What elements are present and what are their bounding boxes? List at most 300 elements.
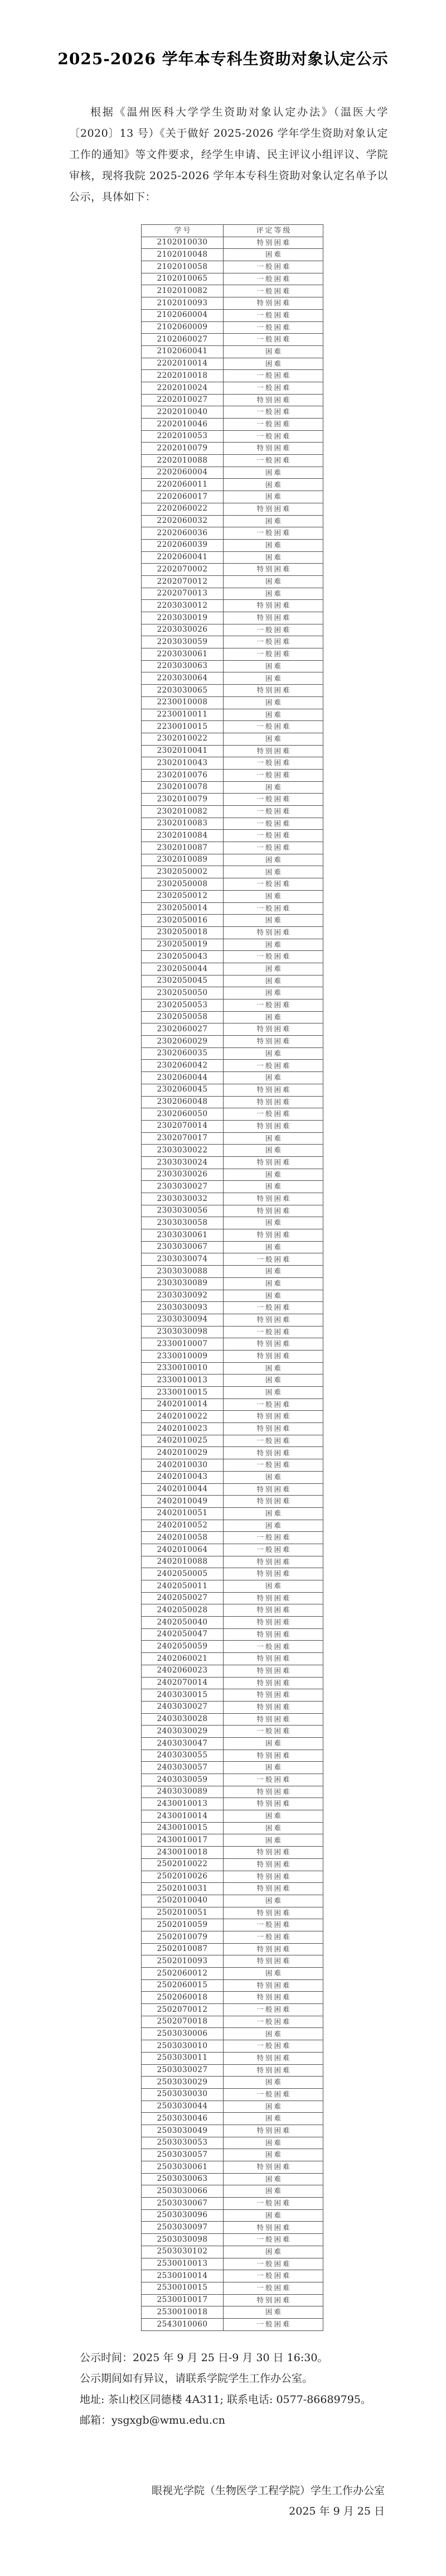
level-cell: 一般困难 [224, 2016, 323, 2028]
student-id-cell: 2302070017 [142, 1132, 224, 1145]
table-row [142, 806, 323, 818]
table-row [142, 1447, 323, 1459]
student-id-cell: 2203030065 [142, 685, 224, 697]
student-id-cell: 2302050008 [142, 878, 224, 891]
student-id-cell: 2502070012 [142, 2004, 224, 2016]
level-cell: 困难 [224, 2209, 323, 2222]
table-row [142, 358, 323, 370]
student-id-cell: 2502010093 [142, 1955, 224, 1968]
table-row [142, 1290, 323, 1302]
student-id-cell: 2503030063 [142, 2173, 224, 2185]
table-row [142, 1145, 323, 1157]
level-cell: 一般困难 [224, 273, 323, 285]
student-id-cell: 2202060041 [142, 551, 224, 564]
table-row [142, 648, 323, 661]
student-id-cell: 2502010022 [142, 1858, 224, 1871]
student-id-cell: 2503030097 [142, 2222, 224, 2234]
level-cell: 特别困难 [224, 1979, 323, 1992]
student-id-cell: 2102060027 [142, 334, 224, 346]
table-row [142, 430, 323, 443]
student-id-cell: 2503030096 [142, 2209, 224, 2222]
student-id-cell: 2502010059 [142, 1919, 224, 1931]
level-cell: 困难 [224, 987, 323, 999]
level-cell: 特别困难 [224, 1617, 323, 1629]
level-cell: 一般困难 [224, 757, 323, 770]
student-id-cell: 2102060004 [142, 309, 224, 321]
table-row [142, 1532, 323, 1544]
table-row [142, 1943, 323, 1955]
level-cell: 困难 [224, 1968, 323, 1980]
student-id-cell: 2402010052 [142, 1520, 224, 1532]
table-row [142, 1822, 323, 1834]
level-cell: 困难 [224, 249, 323, 261]
student-id-cell: 2402010023 [142, 1423, 224, 1435]
level-cell: 困难 [224, 854, 323, 866]
table-row [142, 1992, 323, 2004]
level-cell: 特别困难 [224, 1096, 323, 1108]
level-cell: 困难 [224, 2137, 323, 2149]
table-row [142, 2077, 323, 2089]
table-row [142, 515, 323, 527]
table-row [142, 733, 323, 745]
table-row [142, 600, 323, 612]
table-row [142, 1047, 323, 1060]
level-cell: 特别困难 [224, 745, 323, 757]
table-row [142, 672, 323, 685]
student-id-cell: 2302050016 [142, 915, 224, 927]
table-row [142, 334, 323, 346]
level-cell: 特别困难 [224, 1786, 323, 1798]
table-row [142, 685, 323, 697]
student-id-cell: 2302050053 [142, 999, 224, 1012]
level-cell: 特别困难 [224, 685, 323, 697]
table-row [142, 2040, 323, 2053]
level-cell: 一般困难 [224, 2258, 323, 2270]
table-row [142, 2004, 323, 2016]
table-row [142, 2209, 323, 2222]
level-cell: 困难 [224, 588, 323, 600]
table-row [142, 1496, 323, 1508]
level-cell: 困难 [224, 1822, 323, 1834]
table-row [142, 1544, 323, 1556]
level-cell: 特别困难 [224, 1350, 323, 1362]
student-id-cell: 2302050002 [142, 866, 224, 878]
table-row [142, 345, 323, 358]
level-cell: 特别困难 [224, 1701, 323, 1713]
student-id-cell: 2303030092 [142, 1290, 224, 1302]
level-cell: 困难 [224, 2185, 323, 2198]
table-row [142, 1628, 323, 1641]
student-id-cell: 2302060035 [142, 1047, 224, 1060]
table-row [142, 2016, 323, 2028]
level-cell: 特别困难 [224, 2052, 323, 2064]
student-id-cell: 2202060011 [142, 479, 224, 491]
level-cell: 困难 [224, 660, 323, 672]
level-cell: 一般困难 [224, 419, 323, 431]
table-row [142, 1362, 323, 1374]
student-id-cell: 2202060004 [142, 467, 224, 479]
level-cell: 一般困难 [224, 806, 323, 818]
table-row [142, 1205, 323, 1217]
student-id-cell: 2202010079 [142, 443, 224, 455]
table-row [142, 926, 323, 939]
level-cell: 一般困难 [224, 636, 323, 648]
table-row [142, 915, 323, 927]
table-row [142, 1617, 323, 1629]
level-cell: 特别困难 [224, 1193, 323, 1205]
level-cell: 特别困难 [224, 503, 323, 515]
student-id-cell: 2202070012 [142, 575, 224, 588]
table-row [142, 273, 323, 285]
table-row [142, 757, 323, 770]
table-row [142, 297, 323, 310]
level-cell: 困难 [224, 2028, 323, 2040]
footer-notes [80, 2348, 388, 2431]
level-cell: 特别困难 [224, 612, 323, 624]
table-row [142, 1919, 323, 1931]
level-cell: 一般困难 [224, 794, 323, 806]
table-row [142, 1520, 323, 1532]
student-id-cell: 2402010025 [142, 1435, 224, 1447]
student-id-cell: 2202060017 [142, 491, 224, 503]
table-row [142, 382, 323, 394]
level-cell: 困难 [224, 539, 323, 551]
table-row [142, 455, 323, 467]
student-id-cell: 2403030047 [142, 1737, 224, 1750]
student-id-cell: 2303030024 [142, 1156, 224, 1169]
table-row [142, 1229, 323, 1242]
student-id-cell: 2102060009 [142, 321, 224, 334]
level-cell: 一般困难 [224, 648, 323, 661]
student-id-cell: 2230010015 [142, 721, 224, 733]
level-cell: 特别困难 [224, 1628, 323, 1641]
student-id-cell: 2502070018 [142, 2016, 224, 2028]
student-id-cell: 2503030029 [142, 2077, 224, 2089]
student-id-cell: 2330010010 [142, 1362, 224, 1374]
student-id-cell: 2402010058 [142, 1532, 224, 1544]
level-cell: 特别困难 [224, 1483, 323, 1496]
student-id-cell: 2503030027 [142, 2064, 224, 2077]
level-cell: 困难 [224, 1047, 323, 1060]
level-cell: 特别困难 [224, 600, 323, 612]
level-cell: 特别困难 [224, 1713, 323, 1726]
table-row [142, 539, 323, 551]
table-row [142, 1132, 323, 1145]
level-cell: 特别困难 [224, 1229, 323, 1242]
table-row [142, 419, 323, 431]
student-id-cell: 2202010088 [142, 455, 224, 467]
level-cell: 特别困难 [224, 1423, 323, 1435]
student-id-cell: 2203030012 [142, 600, 224, 612]
table-row [142, 309, 323, 321]
student-id-cell: 2503030067 [142, 2198, 224, 2210]
student-id-cell: 2402060021 [142, 1653, 224, 1665]
table-row [142, 1858, 323, 1871]
student-id-cell: 2302010082 [142, 806, 224, 818]
col-header-student-id: 学号 [142, 225, 224, 237]
student-id-cell: 2202010024 [142, 382, 224, 394]
table-row [142, 1277, 323, 1290]
student-id-cell: 2302010022 [142, 733, 224, 745]
level-cell: 一般困难 [224, 406, 323, 419]
level-cell: 特别困难 [224, 2222, 323, 2234]
student-id-cell: 2503030061 [142, 2161, 224, 2174]
level-cell: 一般困难 [224, 1108, 323, 1121]
table-row [142, 951, 323, 963]
student-id-cell: 2330010015 [142, 1387, 224, 1399]
level-cell: 困难 [224, 915, 323, 927]
level-cell: 一般困难 [224, 285, 323, 297]
address-phone-line: 地址: 茶山校区同德楼 4A311; 联系电话: 0577-86689795。 [80, 2393, 371, 2406]
table-row [142, 2125, 323, 2137]
level-cell: 困难 [224, 575, 323, 588]
table-row [142, 575, 323, 588]
level-cell: 一般困难 [224, 1459, 323, 1472]
level-cell: 一般困难 [224, 1774, 323, 1786]
table-row [142, 745, 323, 757]
signature-office: 眼视光学院（生物医学工程学院）学生工作办公室 [151, 2484, 385, 2497]
table-row [142, 1871, 323, 1883]
student-id-cell: 2530010014 [142, 2270, 224, 2282]
table-row [142, 370, 323, 382]
student-id-cell: 2303030027 [142, 1181, 224, 1193]
level-cell: 困难 [224, 2173, 323, 2185]
level-cell: 一般困难 [224, 2088, 323, 2101]
level-cell: 困难 [224, 1737, 323, 1750]
table-row [142, 1507, 323, 1520]
student-id-cell: 2202060036 [142, 527, 224, 540]
level-cell: 一般困难 [224, 382, 323, 394]
student-id-cell: 2303030022 [142, 1145, 224, 1157]
level-cell: 困难 [224, 2149, 323, 2161]
table-row [142, 1665, 323, 1677]
table-row [142, 1592, 323, 1604]
level-cell: 特别困难 [224, 1568, 323, 1580]
level-cell: 特别困难 [224, 1858, 323, 1871]
level-cell: 一般困难 [224, 1532, 323, 1544]
table-row [142, 999, 323, 1012]
level-cell: 一般困难 [224, 1326, 323, 1338]
table-row [142, 1726, 323, 1738]
table-row [142, 1737, 323, 1750]
level-cell: 一般困难 [224, 999, 323, 1012]
student-id-cell: 2402010030 [142, 1459, 224, 1472]
student-id-cell: 2303030067 [142, 1241, 224, 1253]
table-row [142, 709, 323, 721]
level-cell: 困难 [224, 1895, 323, 1907]
level-cell: 困难 [224, 491, 323, 503]
level-cell: 一般困难 [224, 1544, 323, 1556]
signature-date: 2025 年 9 月 25 日 [289, 2505, 385, 2518]
level-cell: 困难 [224, 1471, 323, 1483]
table-row [142, 1568, 323, 1580]
level-cell: 一般困难 [224, 1302, 323, 1314]
student-id-cell: 2502010026 [142, 1871, 224, 1883]
level-cell: 特别困难 [224, 237, 323, 249]
table-row [142, 1847, 323, 1859]
table-row [142, 1556, 323, 1568]
table-row [142, 1011, 323, 1023]
student-id-cell: 2503030010 [142, 2040, 224, 2053]
level-cell: 一般困难 [224, 2318, 323, 2330]
level-cell: 困难 [224, 1241, 323, 1253]
level-cell: 困难 [224, 963, 323, 975]
student-id-cell: 2503030102 [142, 2246, 224, 2258]
level-cell: 一般困难 [224, 1726, 323, 1738]
level-cell: 特别困难 [224, 1907, 323, 1919]
table-row [142, 1883, 323, 1895]
table-row [142, 1266, 323, 1278]
student-id-cell: 2530010013 [142, 2258, 224, 2270]
level-cell: 困难 [224, 1362, 323, 1374]
table-row [142, 491, 323, 503]
level-cell: 特别困难 [224, 1883, 323, 1895]
student-id-cell: 2430010015 [142, 1822, 224, 1834]
level-cell: 特别困难 [224, 1036, 323, 1048]
table-row [142, 1677, 323, 1689]
student-id-cell: 2503030057 [142, 2149, 224, 2161]
level-cell: 困难 [224, 1277, 323, 1290]
student-id-cell: 2302010079 [142, 794, 224, 806]
level-cell: 一般困难 [224, 878, 323, 891]
student-id-cell: 2203030019 [142, 612, 224, 624]
student-id-cell: 2402050047 [142, 1628, 224, 1641]
student-id-cell: 2503030011 [142, 2052, 224, 2064]
table-row [142, 1387, 323, 1399]
table-row [142, 394, 323, 406]
level-cell: 困难 [224, 939, 323, 951]
student-id-cell: 2203030063 [142, 660, 224, 672]
table-row [142, 1979, 323, 1992]
table-row [142, 1326, 323, 1338]
student-id-cell: 2330010013 [142, 1374, 224, 1387]
student-id-cell: 2303030093 [142, 1302, 224, 1314]
student-id-cell: 2543010060 [142, 2318, 224, 2330]
table-row [142, 963, 323, 975]
table-row [142, 2149, 323, 2161]
level-cell: 特别困难 [224, 1447, 323, 1459]
student-id-cell: 2302050043 [142, 951, 224, 963]
student-id-cell: 2302060045 [142, 1084, 224, 1096]
level-cell: 困难 [224, 2306, 323, 2319]
student-id-cell: 2102010093 [142, 297, 224, 310]
table-row [142, 1036, 323, 1048]
student-id-cell: 2330010007 [142, 1338, 224, 1351]
student-id-cell: 2403030027 [142, 1701, 224, 1713]
level-cell: 特别困难 [224, 1653, 323, 1665]
level-cell: 一般困难 [224, 902, 323, 915]
table-row [142, 830, 323, 842]
student-id-cell: 2202010027 [142, 394, 224, 406]
table-row [142, 1193, 323, 1205]
table-row [142, 636, 323, 648]
student-id-cell: 2330010009 [142, 1350, 224, 1362]
level-cell: 困难 [224, 1290, 323, 1302]
student-id-cell: 2430010014 [142, 1810, 224, 1823]
table-row [142, 1907, 323, 1919]
table-row [142, 1774, 323, 1786]
student-id-cell: 2302010076 [142, 769, 224, 781]
level-cell: 困难 [224, 1181, 323, 1193]
table-row [142, 551, 323, 564]
level-cell: 困难 [224, 1507, 323, 1520]
student-id-cell: 2202010053 [142, 430, 224, 443]
level-cell: 特别困难 [224, 1677, 323, 1689]
level-cell: 困难 [224, 358, 323, 370]
student-id-cell: 2402010049 [142, 1496, 224, 1508]
student-id-cell: 2302050058 [142, 1011, 224, 1023]
level-cell: 一般困难 [224, 455, 323, 467]
table-row [142, 1253, 323, 1266]
email-line: 邮箱：ysgxgb@wmu.edu.cn [80, 2414, 225, 2427]
table-row [142, 2270, 323, 2282]
student-id-cell: 2402010029 [142, 1447, 224, 1459]
student-id-cell: 2302010087 [142, 842, 224, 854]
level-cell: 一般困难 [224, 1253, 323, 1266]
level-cell: 特别困难 [224, 2064, 323, 2077]
student-id-cell: 2202010014 [142, 358, 224, 370]
student-id-cell: 2303030058 [142, 1217, 224, 1229]
table-header-row [142, 225, 323, 237]
table-row [142, 1217, 323, 1229]
student-id-cell: 2303030088 [142, 1266, 224, 1278]
level-cell: 特别困难 [224, 926, 323, 939]
table-row [142, 1955, 323, 1968]
level-cell: 困难 [224, 781, 323, 794]
level-cell: 困难 [224, 2077, 323, 2089]
level-cell: 特别困难 [224, 2125, 323, 2137]
table-row [142, 2306, 323, 2319]
aid-table-body [142, 237, 323, 2330]
level-cell: 特别困难 [224, 1871, 323, 1883]
student-id-cell: 2302060029 [142, 1036, 224, 1048]
table-row [142, 1798, 323, 1810]
student-id-cell: 2302010089 [142, 854, 224, 866]
table-row [142, 321, 323, 334]
level-cell: 一般困难 [224, 370, 323, 382]
student-id-cell: 2503030044 [142, 2101, 224, 2113]
level-cell: 困难 [224, 672, 323, 685]
level-cell: 特别困难 [224, 2161, 323, 2174]
level-cell: 一般困难 [224, 1435, 323, 1447]
table-row [142, 2294, 323, 2306]
table-row [142, 1604, 323, 1617]
student-id-cell: 2102010065 [142, 273, 224, 285]
table-row [142, 612, 323, 624]
level-cell: 特别困难 [224, 1338, 323, 1351]
student-id-cell: 2530010015 [142, 2282, 224, 2294]
table-row [142, 2064, 323, 2077]
table-row [142, 2088, 323, 2101]
level-cell: 一般困难 [224, 721, 323, 733]
level-cell: 困难 [224, 1217, 323, 1229]
student-id-cell: 2302060048 [142, 1096, 224, 1108]
table-row [142, 1580, 323, 1593]
level-cell: 一般困难 [224, 1641, 323, 1653]
level-cell: 困难 [224, 2101, 323, 2113]
student-id-cell: 2530010018 [142, 2306, 224, 2319]
table-row [142, 769, 323, 781]
student-id-cell: 2303030061 [142, 1229, 224, 1242]
col-header-level: 评定等级 [224, 225, 323, 237]
level-cell: 困难 [224, 1266, 323, 1278]
table-row [142, 1701, 323, 1713]
level-cell: 困难 [224, 1762, 323, 1774]
student-id-cell: 2502010040 [142, 1895, 224, 1907]
table-row [142, 1302, 323, 1314]
table-row [142, 866, 323, 878]
level-cell: 困难 [224, 866, 323, 878]
